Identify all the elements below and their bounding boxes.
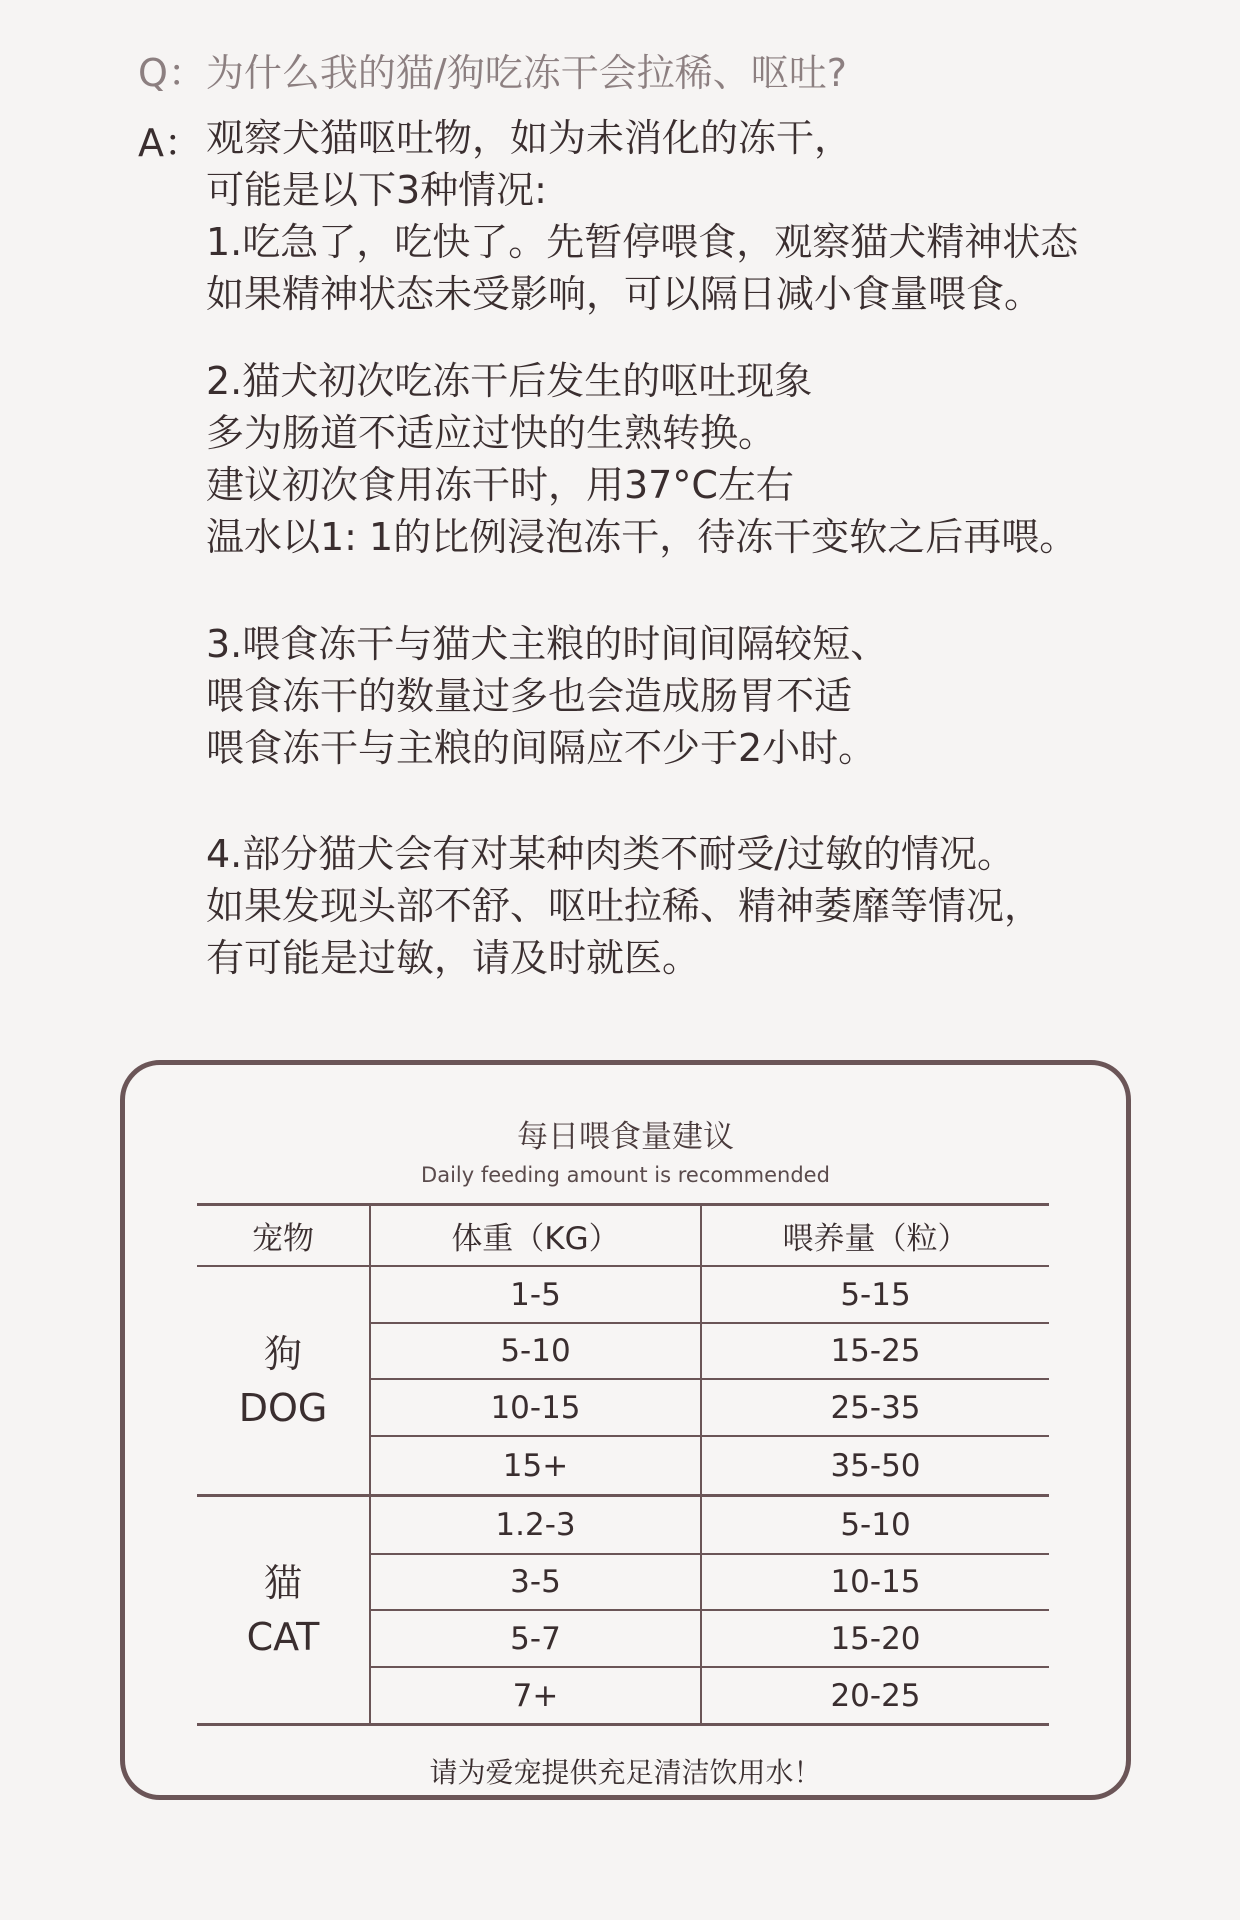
faq-point-2-line: 2.猫犬初次吃冻干后发生的呕吐现象	[206, 359, 813, 403]
dog-weight-cell: 1-5	[510, 1276, 561, 1313]
faq-point-4-line: 如果发现头部不舒、呕吐拉稀、精神萎靡等情况，	[206, 884, 1043, 928]
cat-weight-cell: 1.2-3	[495, 1507, 576, 1543]
pet-dog-cn: 狗	[263, 1331, 302, 1376]
faq-point-3-line: 喂食冻干的数量过多也会造成肠胃不适	[206, 674, 853, 718]
faq-point-1-line: 如果精神状态未受影响，可以隔日减小食量喂食。	[206, 272, 1043, 316]
faq-point-2-line: 建议初次食用冻干时，用37°C左右	[206, 463, 794, 507]
table-rule	[197, 1723, 1049, 1726]
cat-weight-cell: 5-7	[510, 1620, 561, 1657]
dog-amount-cell: 25-35	[830, 1389, 921, 1426]
dog-weight-cell: 5-10	[500, 1333, 571, 1369]
cat-amount-cell: 15-20	[830, 1620, 921, 1657]
pet-cat-en: CAT	[246, 1615, 320, 1659]
header-weight: 体重（KG）	[451, 1220, 620, 1257]
dog-amount-cell: 15-25	[830, 1333, 921, 1369]
faq-point-1-line: 1.吃急了，吃快了。先暂停喂食，观察猫犬精神状态	[206, 220, 1079, 264]
feeding-title: 每日喂食量建议	[517, 1119, 734, 1155]
dog-amount-cell: 35-50	[830, 1447, 921, 1484]
faq-point-4-line: 4.部分猫犬会有对某种肉类不耐受/过敏的情况。	[206, 832, 1016, 876]
feeding-subtitle: Daily feeding amount is recommended	[421, 1163, 830, 1187]
faq-answer-label: A：	[138, 121, 202, 165]
cat-weight-cell: 3-5	[510, 1564, 561, 1600]
faq-point-4-line: 有可能是过敏，请及时就医。	[206, 936, 701, 980]
pet-dog-en: DOG	[238, 1385, 328, 1430]
feeding-table	[197, 1203, 1049, 1733]
cat-amount-cell: 10-15	[830, 1564, 921, 1600]
faq-point-3-line: 喂食冻干与主粮的间隔应不少于2小时。	[206, 726, 877, 770]
faq-intro-line: 可能是以下3种情况:	[206, 168, 547, 212]
faq-point-3-line: 3.喂食冻干与猫犬主粮的时间间隔较短、	[206, 622, 889, 666]
pet-cat-cn: 猫	[263, 1561, 302, 1605]
header-amount: 喂养量（粒）	[782, 1220, 969, 1257]
feeding-footer-note: 请为爱宠提供充足清洁饮用水！	[429, 1756, 822, 1789]
cat-amount-cell: 20-25	[830, 1677, 921, 1714]
header-pet: 宠物	[252, 1220, 314, 1257]
faq-point-2-line: 温水以1: 1的比例浸泡冻干，待冻干变软之后再喂。	[206, 515, 1078, 559]
dog-amount-cell: 5-15	[840, 1276, 911, 1313]
pet-dog	[197, 1267, 369, 1494]
dog-weight-cell: 10-15	[490, 1389, 581, 1426]
dog-weight-cell: 15+	[502, 1447, 569, 1484]
faq-intro-line: 观察犬猫呕吐物，如为未消化的冻干，	[206, 116, 853, 160]
feeding-card	[120, 1060, 1131, 1800]
pet-cat	[197, 1497, 369, 1723]
cat-weight-cell: 7+	[512, 1677, 559, 1714]
cat-amount-cell: 5-10	[840, 1507, 911, 1543]
faq-point-2-line: 多为肠道不适应过快的生熟转换。	[206, 411, 777, 455]
faq-question: Q：为什么我的猫/狗吃冻干会拉稀、呕吐?	[138, 51, 847, 95]
